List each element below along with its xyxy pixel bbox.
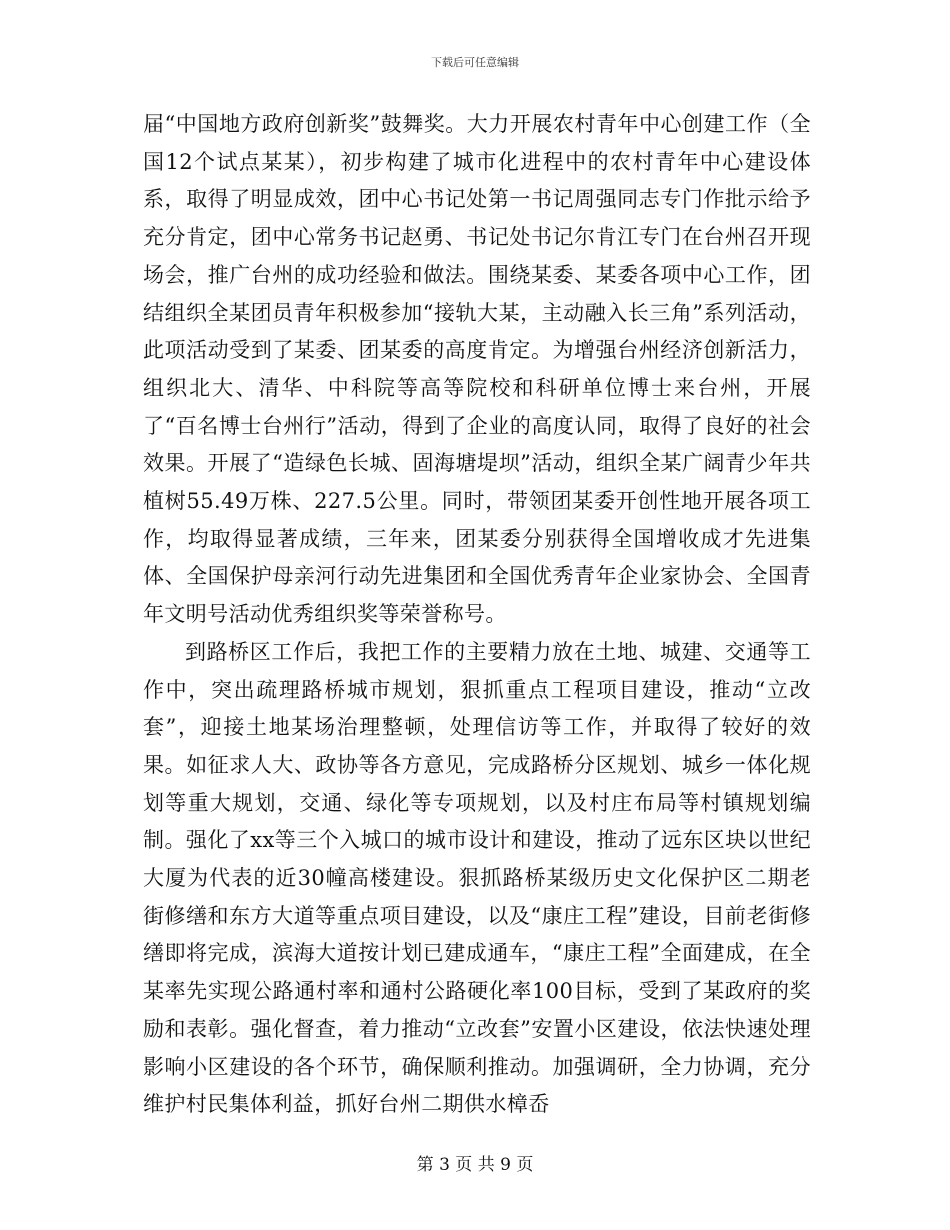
page-footer [0,1154,950,1176]
footer-total-pages: 9 [500,1155,511,1175]
paragraph-continuation: 届“中国地方政府创新奖”鼓舞奖。大力开展农村青年中心创建工作（全国12个试点某某），初步构建了城市化进程中的农村青年中心建设体系，取得了明显成效，团中心书记处第一书记周强同志专门作批示给予充分肯定，团中心常务书记赵勇、书记处书记尔肯江专门在台州召开现场会，推广台州的成功经验和做法。围绕某委、某委各项中心工作，团结组织全某团员青年积极参加“接轨大某，主动融入长三角”系列活动，此项活动受到了某委、团某委的高度肯定。为增强台州经济创新活力，组织北大、清华、中科院等高等院校和科研单位博士来台州，开展了“百名博士台州行”活动，得到了企业的高度认同，取得了良好的社会效果。开展了“造绿色长城、固海塘堤坝”活动，组织全某广阔青少年共植树55.49万株、227.5公里。同时，带领团某委开创性地开展各项工作，均取得显著成绩，三年来，团某委分别获得全国增收成才先进集体、全国保护母亲河行动先进集团和全国优秀青年企业家协会、全国青年文明号活动优秀组织奖等荣誉称号。 [143,112,811,627]
header-note: 下载后可任意编辑 [431,56,519,69]
footer-prefix: 第 [416,1155,434,1175]
paragraph-luqiao-work: 到路桥区工作后，我把工作的主要精力放在土地、城建、交通等工作中，突出疏理路桥城市规划，狠抓重点工程项目建设，推动“立改套”，迎接土地某场治理整顿，处理信访等工作，并取得了较好的效果。如征求人大、政协等各方意见，完成路桥分区规划、城乡一体化规划等重大规划，交通、绿化等专项规划，以及村庄布局等村镇规划编制。强化了xx等三个入城口的城市设计和建设，推动了远东区块以世纪大厦为代表的近30幢高楼建设。狠抓路桥某级历史文化保护区二期老街修缮和东方大道等重点项目建设，以及“康庄工程”建设，目前老街修缮即将完成，滨海大道按计划已建成通车，“康庄工程”全面建成，在全某率先实现公路通村率和通村公路硬化率100目标，受到了某政府的奖励和表彰。强化督查，着力推动“立改套”安置小区建设，依法快速处理影响小区建设的各个环节，确保顺利推动。加强调研，全力协调，充分维护村民集体利益，抓好台州二期供水樟岙 [143,639,811,1117]
footer-suffix: 页 [516,1155,534,1175]
footer-page-word: 页 [455,1155,473,1175]
page-header [0,56,950,70]
document-body [143,106,811,1124]
footer-total-word: 共 [477,1155,495,1175]
footer-current-page: 3 [439,1155,450,1175]
